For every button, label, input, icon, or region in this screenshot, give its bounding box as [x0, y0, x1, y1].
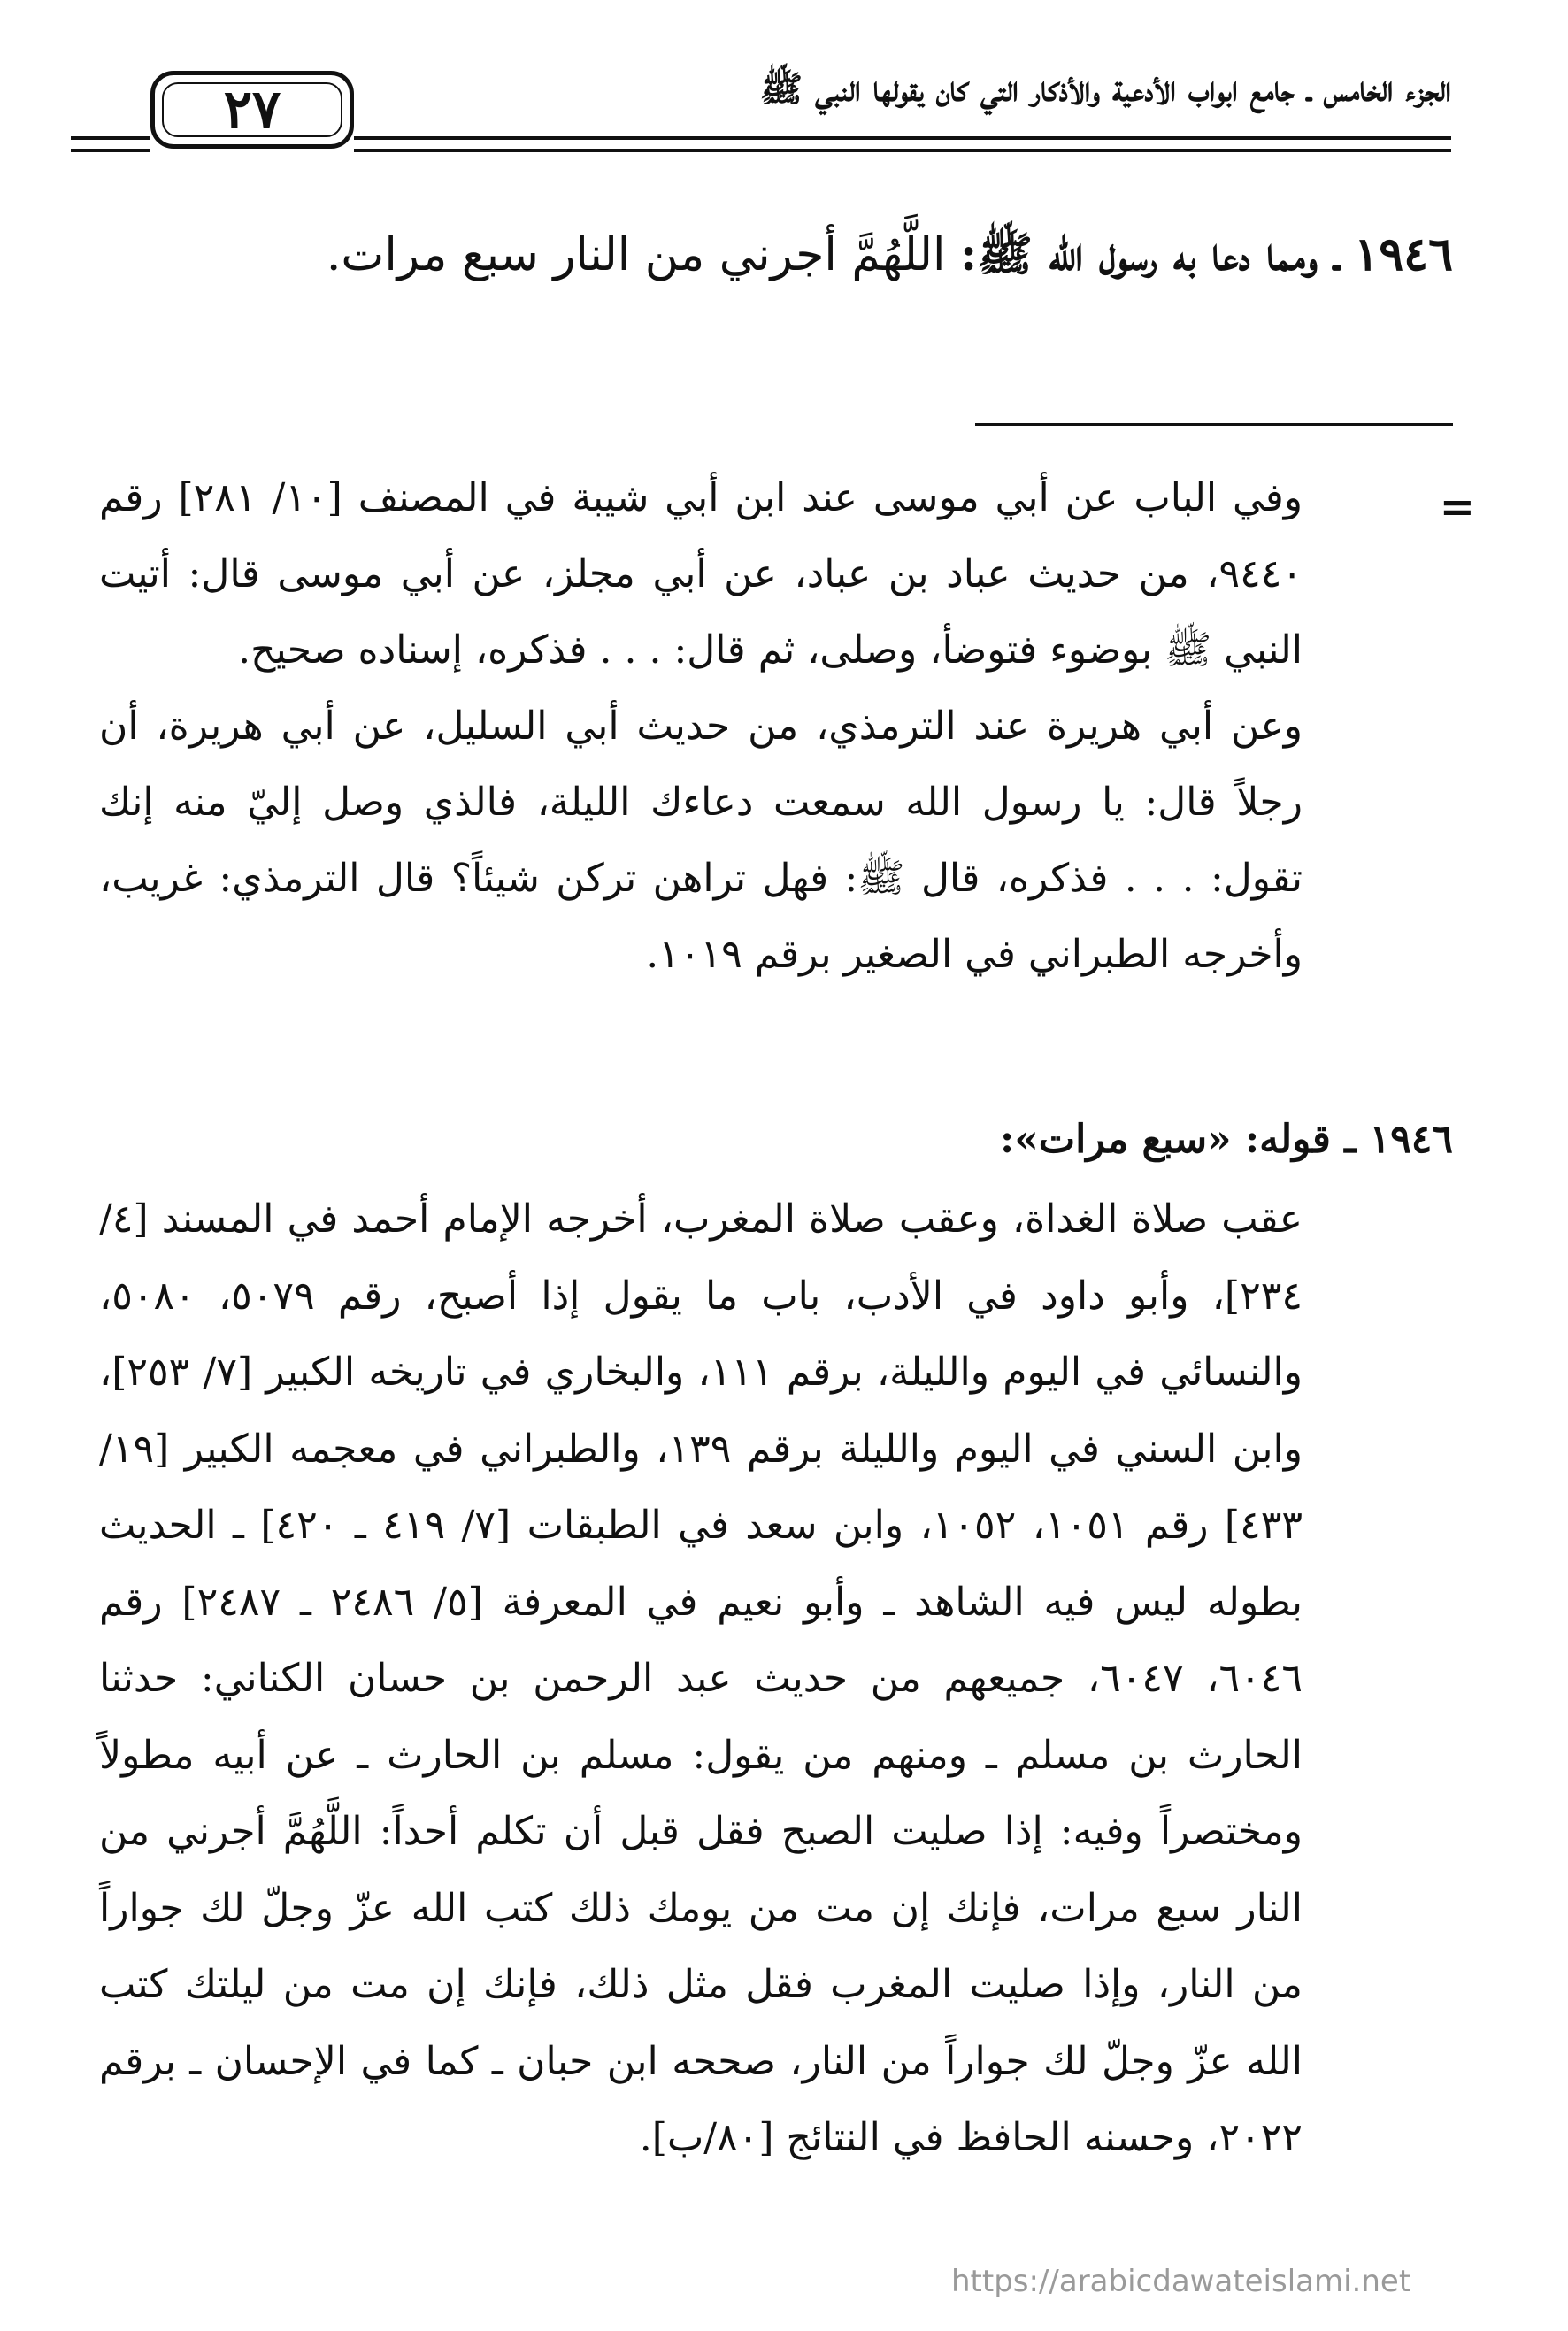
header-rule — [71, 149, 150, 152]
hadith-lead: ـ ومما دعا به رسول الله ﷺ: — [960, 227, 1340, 281]
page-number-frame — [150, 71, 354, 149]
header-rule — [71, 136, 150, 140]
footnote-separator — [975, 423, 1453, 426]
note-heading: ١٩٤٦ ـ قوله: «سبع مرات»: — [1000, 1117, 1453, 1162]
footnote-paragraph: وفي الباب عن أبي موسى عند ابن أبي شيبة في المصنف [١٠/ ٢٨١] رقم ٩٤٤٠، من حديث عباد بن عباد، عن أبي مجلز، عن أبي موسى قال: أتيت النبي ﷺ بوضوء فتوضأ، وصلى، ثم قال: . . . فذكره، إسناده صحيح. — [99, 475, 1303, 673]
header-rule — [354, 136, 1451, 140]
hadith-text — [99, 211, 1453, 299]
hadith-number: ١٩٤٦ — [1354, 227, 1453, 281]
page-number: ٢٧ — [223, 79, 281, 141]
footnote-paragraph: وعن أبي هريرة عند الترمذي، من حديث أبي السليل، عن أبي هريرة، أن رجلاً قال: يا رسول الله سمعت دعاءك الليلة، فالذي وصل إليّ منه إنك تقول: . . . فذكره، قال ﷺ: فهل تراهن تركن شيئاً؟ قال الترمذي: غريب، وأخرجه الطبراني في الصغير برقم ١٠١٩. — [99, 704, 1303, 977]
note-body: عقب صلاة الغداة، وعقب صلاة المغرب، أخرجه الإمام أحمد في المسند [٤/ ٢٣٤]، وأبو داود في الأدب، باب ما يقول إذا أصبح، رقم ٥٠٧٩، ٥٠٨٠، والنسائي في اليوم والليلة، برقم ١١١، والبخاري في تاريخه الكبير [٧/ ٢٥٣]، وابن السني في اليوم والليلة برقم ١٣٩، والطبراني في معجمه الكبير [١٩/ ٤٣٣] رقم ١٠٥١، ١٠٥٢، وابن سعد في الطبقات [٧/ ٤١٩ ـ ٤٢٠] ـ الحديث بطوله ليس فيه الشاهد ـ وأبو نعيم في المعرفة [٥/ ٢٤٨٦ ـ ٢٤٨٧] رقم ٦٠٤٦، ٦٠٤٧، جميعهم من حديث عبد الرحمن بن حسان الكناني: حدثنا الحارث بن مسلم ـ ومنهم من يقول: مسلم بن الحارث ـ عن أبيه مطولاً ومختصراً وفيه: إذا صليت الصبح فقل قبل أن تكلم أحداً: اللَّهُمَّ أجرني من النار سبع مرات، فإنك إن مت من يومك ذلك كتب الله عزّ وجلّ لك جواراً من النار، وإذا صليت المغرب فقل مثل ذلك، فإنك إن مت من ليلتك كتب الله عزّ وجلّ لك جواراً من النار، صححه ابن حبان ـ كما في الإحسان ـ برقم ٢٠٢٢، وحسنه الحافظ في النتائج [٨٠/ب]. — [99, 1196, 1303, 2160]
page-header — [71, 62, 1451, 159]
header-rule — [354, 149, 1451, 152]
watermark-url: https://arabicdawateislami.net — [951, 2264, 1411, 2299]
continuation-mark: = — [1439, 482, 1475, 532]
hadith-body: اللَّهُمَّ أجرني من النار سبع مرات. — [326, 228, 946, 281]
running-title: الجزء الخامس ـ جامع ابواب الأدعية والأذكار التي كان يقولها النبي ﷺ — [759, 68, 1451, 110]
footnotes — [99, 460, 1303, 993]
